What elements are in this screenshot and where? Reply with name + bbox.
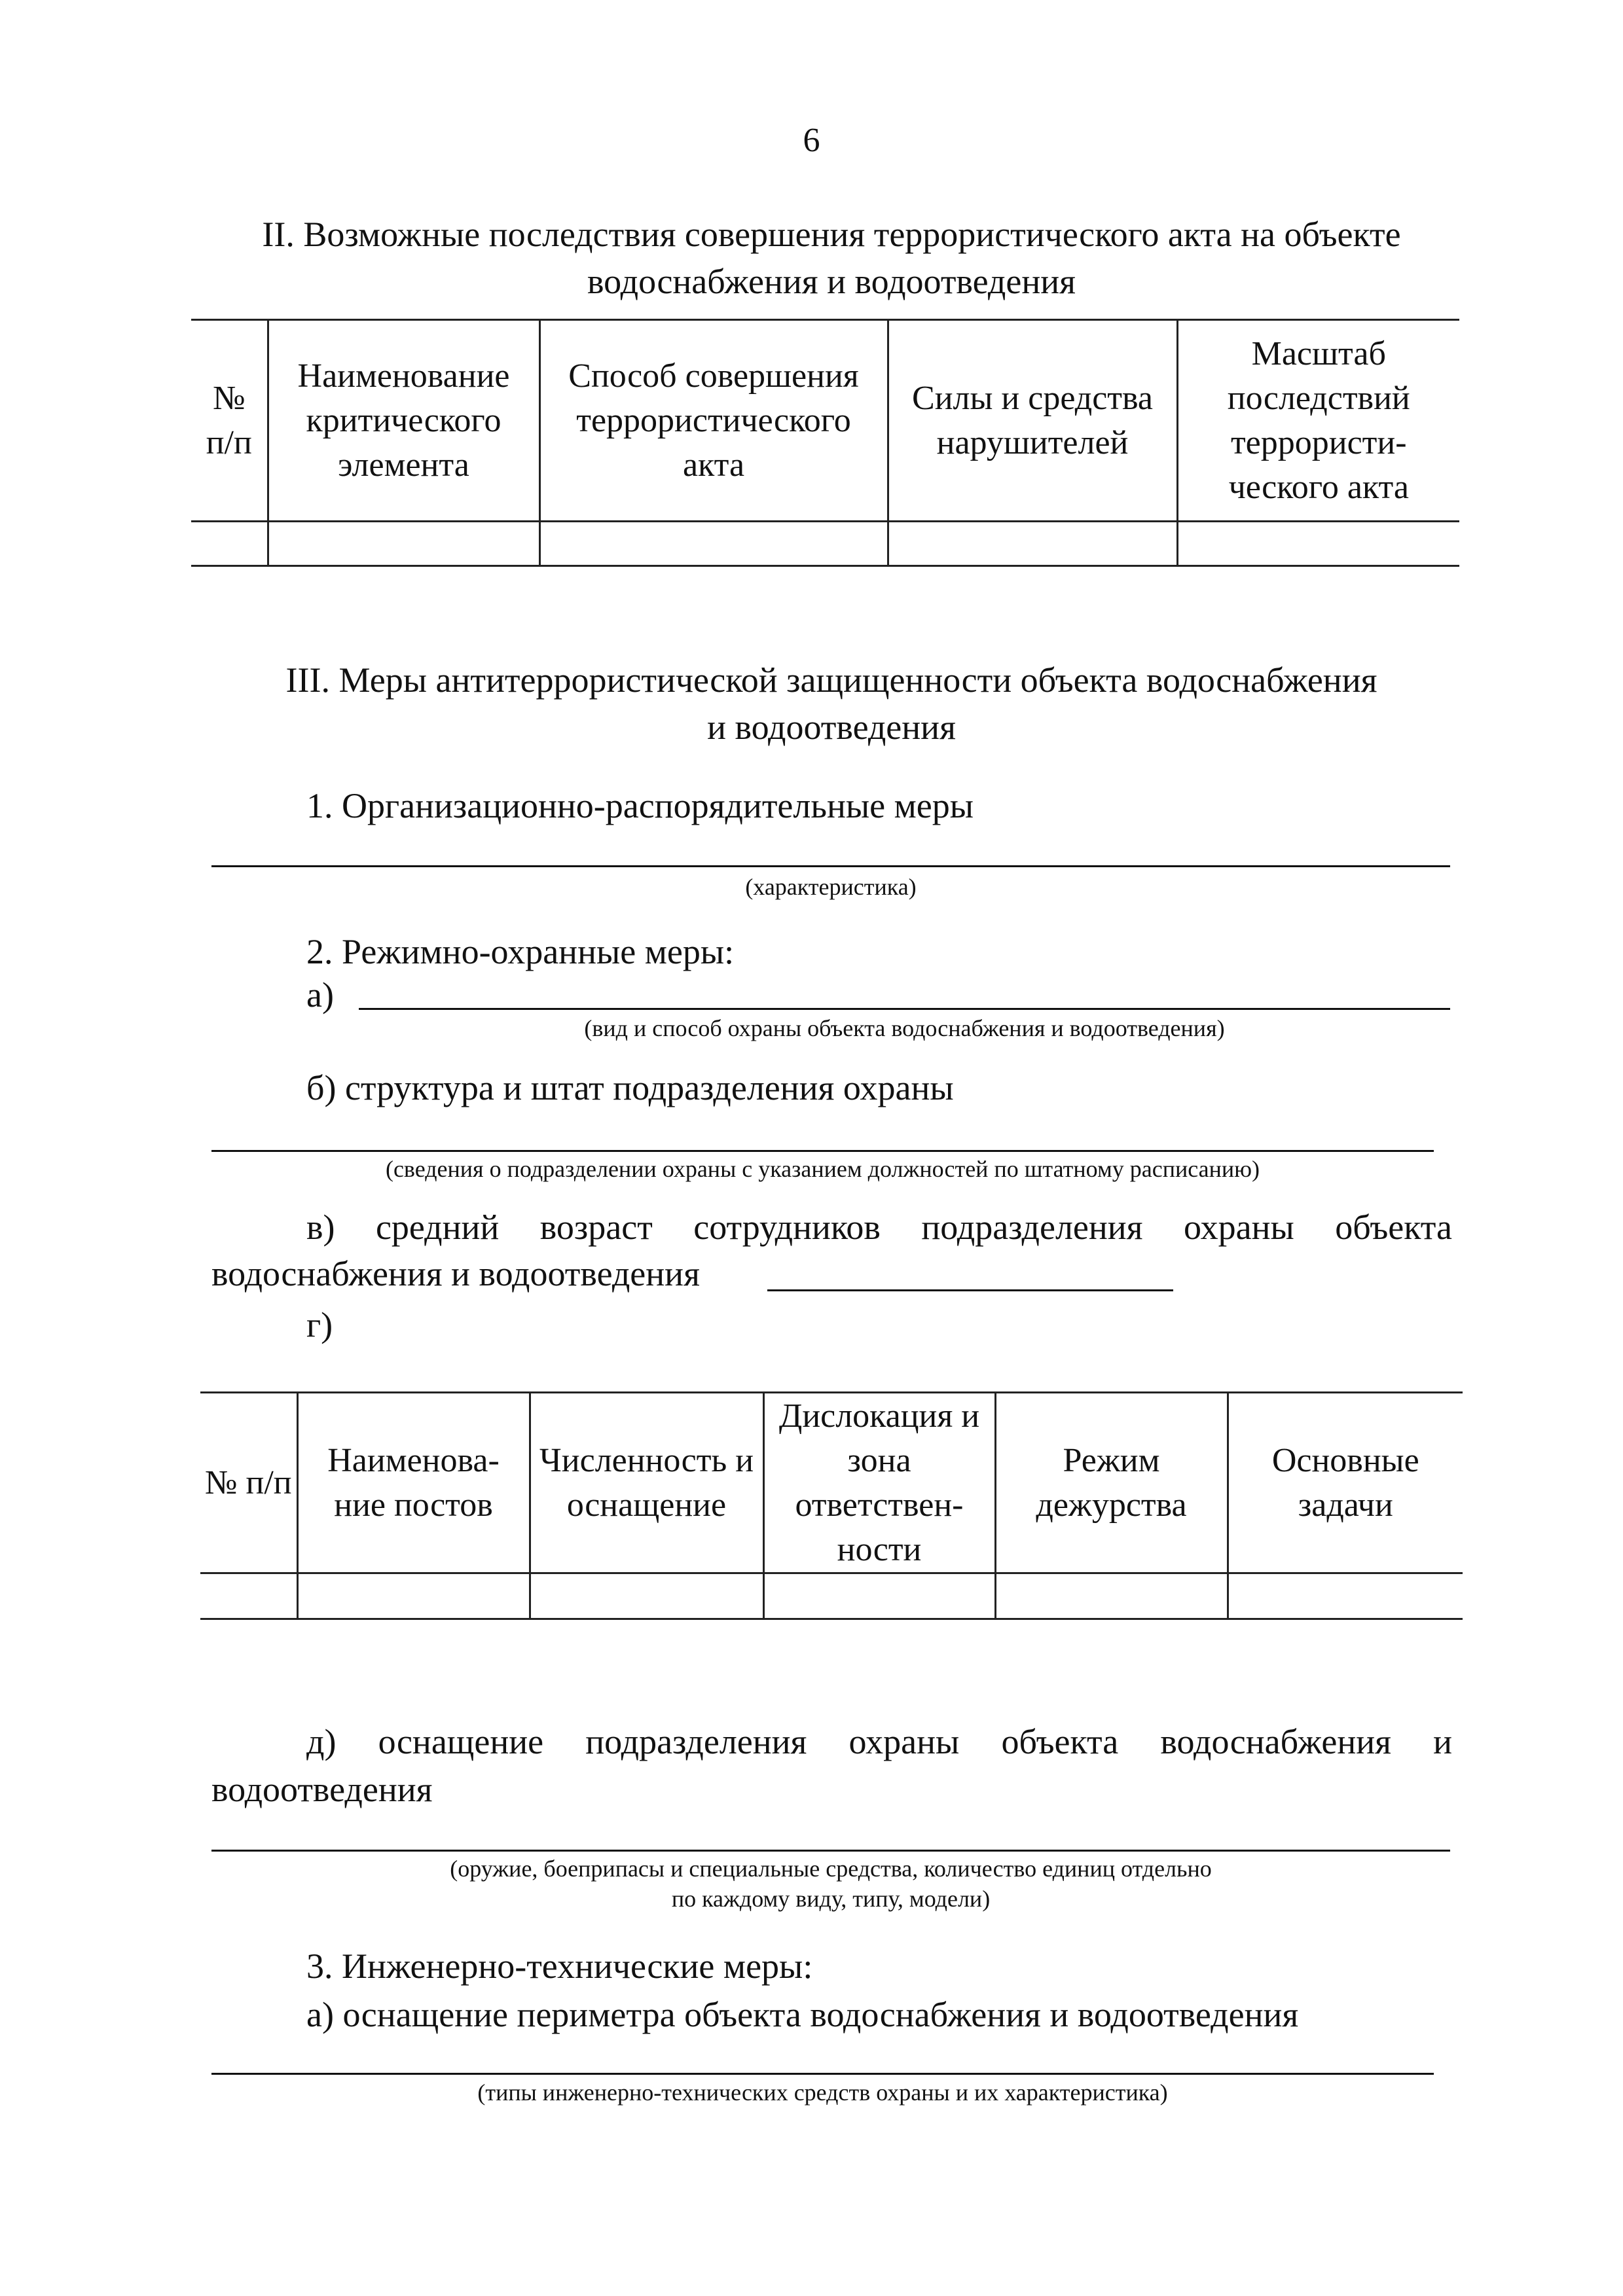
section-3-title (196, 656, 1467, 751)
consequences-table (191, 319, 1459, 567)
header-cell-duty-mode: Режим дежурства (995, 1393, 1228, 1573)
item-2b-caption: (сведения о подразделении охраны с указанием должностей по штатному расписанию) (385, 1156, 1260, 1182)
header-cell-strength: Численность и оснащение (530, 1393, 763, 1573)
table-row (200, 1573, 1463, 1619)
section-2-title-line1: II. Возможные последствия совершения террористического акта на объекте (262, 215, 1401, 254)
item-2b-label: б) структура и штат подразделения охраны (306, 1068, 954, 1107)
item-2d-caption-line2: по каждому виду, типу, модели) (671, 1886, 991, 1912)
header-cell-tasks: Основные задачи (1228, 1393, 1463, 1573)
guard-posts-table (200, 1391, 1463, 1620)
page-number: 6 (803, 122, 820, 159)
item-2-label: 2. Режимно-охранные меры: (306, 932, 735, 971)
item-2d-caption-line1: (оружие, боеприпасы и специальные средства, количество единиц отдельно (450, 1856, 1212, 1882)
header-cell-scale: Масштаб последствий террористи-ческого акта (1177, 320, 1459, 522)
table-header-row (200, 1393, 1463, 1573)
header-cell-element: Наименование критического элемента (268, 320, 539, 522)
table-row (191, 522, 1459, 566)
header-cell-number: № п/п (191, 320, 268, 522)
item-2v-line2: водоснабжения и водоотведения (211, 1254, 700, 1293)
fill-line (211, 865, 1450, 867)
fill-line (767, 1289, 1173, 1291)
header-cell-method: Способ совершения террористического акта (539, 320, 888, 522)
item-2g-label: г) (306, 1305, 333, 1344)
fill-line (359, 1008, 1450, 1010)
item-2d-line1: д) оснащение подразделения охраны объекта водоснабжения и (306, 1722, 1452, 1761)
header-cell-posts: Наименова-ние постов (297, 1393, 530, 1573)
section-2-title (196, 211, 1467, 305)
item-1-label: 1. Организационно-распорядительные меры (306, 786, 974, 825)
item-2d-line2: водоотведения (211, 1770, 433, 1809)
item-2v-line1: в) средний возраст сотрудников подразделения охраны объекта (306, 1208, 1452, 1247)
item-1-caption: (характеристика) (745, 874, 917, 900)
header-cell-dislocation: Дислокация и зона ответствен-ности (763, 1393, 995, 1573)
section-3-title-line1: III. Меры антитеррористической защищенности объекта водоснабжения (285, 660, 1377, 700)
section-2-title-line2: водоснабжения и водоотведения (587, 262, 1076, 301)
item-3a-label: а) оснащение периметра объекта водоснабжения и водоотведения (306, 1995, 1299, 2034)
item-3a-caption: (типы инженерно-технических средств охраны и их характеристика) (477, 2079, 1168, 2106)
table-header-row (191, 320, 1459, 522)
item-2d-caption (211, 1854, 1450, 1914)
fill-line (211, 1150, 1434, 1152)
section-3-title-line2: и водоотведения (707, 708, 956, 747)
item-2a-prefix: а) (306, 975, 334, 1014)
header-cell-forces: Силы и средства нарушителей (888, 320, 1177, 522)
item-3-label: 3. Инженерно-технические меры: (306, 1946, 813, 1986)
fill-line (211, 1850, 1450, 1852)
header-cell-number: № п/п (200, 1393, 297, 1573)
item-2a-caption: (вид и способ охраны объекта водоснабжения и водоотведения) (584, 1015, 1225, 1041)
fill-line (211, 2073, 1434, 2075)
